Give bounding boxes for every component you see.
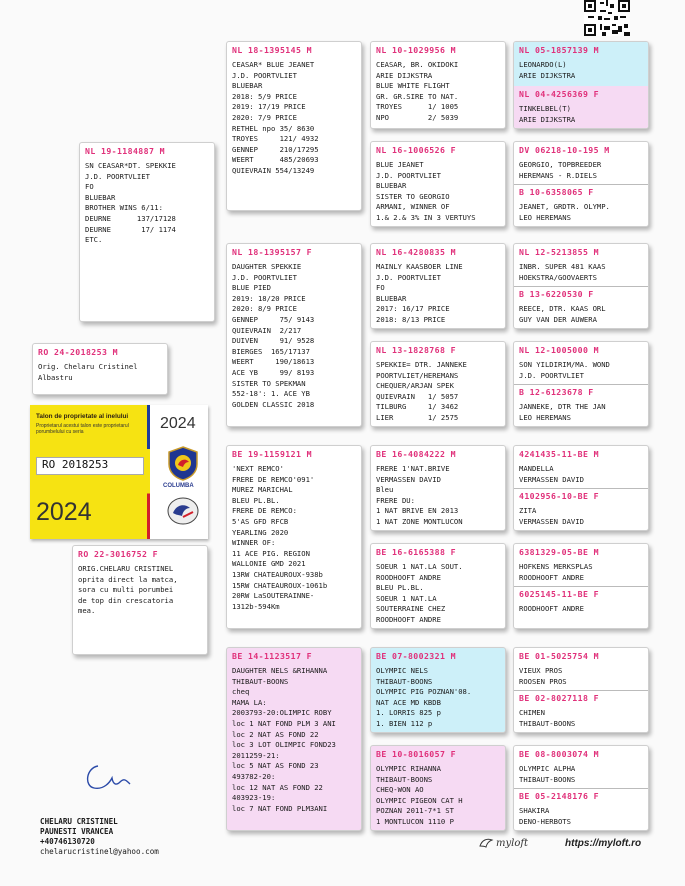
- card-line: J.D. POORTVLIET: [85, 171, 150, 181]
- card-line: LIER 1/ 2575: [376, 412, 459, 422]
- card-line: Orig. Chelaru Cristinel: [38, 362, 138, 371]
- card-line: OLYMPIC PIGEON CAT H: [376, 795, 463, 805]
- card-line: VERMASSEN DAVID: [376, 474, 441, 484]
- pedigree-card-gen4-8: [370, 745, 506, 831]
- ticket-year: 2024: [36, 498, 92, 526]
- ring-number: NL 16-4280835 M: [376, 247, 456, 257]
- gen5-female: [519, 589, 645, 615]
- pedigree-card-gen5-pair-7: [513, 647, 649, 733]
- card-line: FRERE DE REMCO:: [232, 506, 297, 516]
- card-line: INBR. SUPER 481 KAAS: [519, 262, 606, 271]
- card-line: SHAKIRA: [519, 806, 550, 815]
- card-line: 1312b-594Km: [232, 601, 280, 611]
- ring-number: DV 06218-10-195 M: [519, 145, 610, 155]
- card-line: J.D. POORTVLIET: [232, 70, 297, 80]
- card-line: GOLDEN CLASSIC 2018: [232, 399, 315, 409]
- footer-brand: myloft: [496, 838, 529, 849]
- gen5-female: [519, 791, 645, 827]
- card-line: BLUEBAR: [85, 192, 116, 202]
- gen5-female: [519, 289, 645, 325]
- card-line: DENO-HERBOTS: [519, 816, 571, 826]
- card-line: RETHEL npo 35/ 8630: [232, 123, 315, 133]
- romanian-flag-stripe: [147, 405, 150, 539]
- card-line: JANNEKE, DTR THE JAN: [519, 402, 606, 411]
- ticket-subtitle: Proprietarul acestui talon este proprietarul porumbelului cu seria: [36, 423, 129, 435]
- divider: [514, 286, 648, 287]
- card-line: VERMASSEN DAVID: [519, 474, 584, 484]
- gen5-female: [519, 187, 645, 223]
- owner-email: chelarucristinel@yahoo.com: [40, 847, 159, 856]
- card-line: cheq: [232, 687, 250, 697]
- card-line: 1 NAT ZONE MONTLUCON: [376, 516, 463, 526]
- card-line: ROODHOOFT ANDRE: [519, 572, 584, 582]
- ring-number: RO 22-3016752 F: [78, 549, 158, 559]
- card-line: J.D. POORTVLIET: [376, 272, 441, 282]
- gen5-female: [519, 387, 645, 423]
- card-line: OLYMPIC PIG POZNAN'08.: [376, 687, 472, 697]
- card-line: OLYMPIC ALPHA: [519, 764, 576, 773]
- ring-number: BE 10-8016057 F: [376, 749, 456, 759]
- card-line: mea.: [78, 606, 96, 616]
- card-line: GR. GR.SIRE TO NAT.: [376, 91, 459, 101]
- card-line: BROTHER WINS 6/11:: [85, 203, 163, 213]
- card-line: CEASAR, BR. OKIDOKI: [376, 60, 459, 69]
- card-line: BLUEBAR: [376, 181, 407, 191]
- card-line: ROODHOOFT ANDRE: [376, 572, 441, 582]
- divider: [514, 690, 648, 691]
- ring-number: RO 24-2018253 M: [38, 347, 118, 357]
- ring-number: 6025145-11-BE F: [519, 589, 599, 599]
- card-line: de top din crescatoria: [78, 595, 174, 605]
- card-line: MAINLY KAASBOER LINE: [376, 262, 463, 271]
- divider: [514, 488, 648, 489]
- pedigree-card-gen5-pair-2: [513, 141, 649, 227]
- card-line: loc 3 LOT OLIMPIC FOND23: [232, 740, 336, 750]
- ring-number: B 10-6358065 F: [519, 187, 594, 197]
- pedigree-card-sire: [32, 343, 168, 395]
- card-line: REECE, DTR. KAAS ORL: [519, 304, 606, 313]
- federation-logo-icon: [166, 495, 200, 527]
- pedigree-card-gen4-5: [370, 445, 506, 531]
- ring-number: BE 05-2148176 F: [519, 791, 599, 801]
- card-line: FO: [376, 283, 385, 293]
- card-line: ETC.: [85, 235, 103, 245]
- card-line: VIEUX PROS: [519, 666, 563, 675]
- card-line: WEERT 485/20693: [232, 155, 319, 165]
- ring-number: BE 07-8002321 M: [376, 651, 456, 661]
- ring-number: NL 18-1395157 F: [232, 247, 312, 257]
- card-line: QUIEVRAIN 1/ 5057: [376, 391, 459, 401]
- card-line: J.D. POORTVLIET: [519, 370, 584, 380]
- card-line: SN CEASAR*DT. SPEKKIE: [85, 161, 176, 170]
- gen5-female: [519, 491, 645, 527]
- card-line: CHIMEN: [519, 708, 545, 717]
- card-line: MUREZ MARICHAL: [232, 485, 293, 495]
- pedigree-card-sire-dam: [226, 243, 362, 427]
- gen5-male: [519, 145, 645, 181]
- card-line: 552-18': 1. ACE YB: [232, 389, 310, 399]
- card-line: WALLONIE GMD 2021: [232, 559, 306, 569]
- ring-number: BE 16-6165388 F: [376, 547, 456, 557]
- card-line: QUIEVRAIN 554/13249: [232, 165, 315, 175]
- card-line: 'NEXT REMCO': [232, 464, 284, 473]
- card-line: ARIE DIJKSTRA: [519, 114, 576, 124]
- qr-code: [584, 0, 630, 36]
- ring-number: BE 14-1123517 F: [232, 651, 312, 661]
- card-line: 20RW LaSOUTERAINNE-: [232, 591, 315, 601]
- card-line: 5'AS GFD RFCB: [232, 516, 289, 526]
- card-line: loc 2 NAT AS FOND 22: [232, 729, 319, 739]
- card-line: J.D. POORTVLIET: [376, 170, 441, 180]
- card-line: SPEKKIE= DTR. JANNEKE: [376, 360, 467, 369]
- card-line: LEO HEREMANS: [519, 212, 571, 222]
- ring-number: NL 16-1006526 F: [376, 145, 456, 155]
- card-line: FRERE DE REMCO'091': [232, 474, 315, 484]
- gen5-male: [519, 345, 645, 381]
- card-line: HOFKENS MERKSPLAS: [519, 562, 593, 571]
- pigeon-logo-icon: [478, 836, 494, 850]
- divider: [514, 788, 648, 789]
- pedigree-card-gen4-1: [370, 41, 506, 129]
- card-line: FRERE DU:: [376, 495, 415, 505]
- gen5-female: [514, 86, 648, 129]
- footer-url[interactable]: https://myloft.ro: [565, 838, 642, 849]
- card-line: NPO 2/ 5039: [376, 112, 459, 122]
- ring-number: BE 19-1159121 M: [232, 449, 312, 459]
- card-line: J.D. POORTVLIET: [232, 272, 297, 282]
- card-line: VERMASSEN DAVID: [519, 516, 584, 526]
- card-line: 2003793-20:OLIMPIC ROBY: [232, 708, 332, 718]
- card-line: DEURNE 17/ 1174: [85, 224, 176, 234]
- card-line: BIERGES 165/17137: [232, 346, 310, 356]
- ring-number: B 13-6220530 F: [519, 289, 594, 299]
- signature: [80, 760, 140, 794]
- pedigree-card-sire-sire: [226, 41, 362, 211]
- card-line: BLEU PL.BL.: [376, 583, 424, 593]
- card-line: LEONARDO(L): [519, 60, 567, 69]
- card-line: SISTER TO SPEKMAN: [232, 378, 306, 388]
- pedigree-card-gen5-pair-5: [513, 445, 649, 531]
- pedigree-card-gen5-pair-4: [513, 341, 649, 427]
- ticket-year-small: 2024: [160, 415, 196, 432]
- divider: [514, 384, 648, 385]
- card-line: 15RW CHATEAUROUX-1061b: [232, 580, 328, 590]
- pedigree-card-gen4-3: [370, 243, 506, 329]
- card-line: 1 NAT BRIVE EN 2013: [376, 506, 459, 516]
- gen5-male: [514, 42, 648, 86]
- ring-number: NL 12-5213855 M: [519, 247, 599, 257]
- divider: [514, 184, 648, 185]
- pedigree-card-gen4-4: [370, 341, 506, 427]
- card-line: 493782-20:: [232, 771, 276, 781]
- card-line: ROODHOOFT ANDRE: [519, 604, 584, 613]
- pedigree-card-gen4-2: [370, 141, 506, 227]
- card-line: CHEQ-WON AO: [376, 785, 424, 795]
- card-line: CEASAR* BLUE JEANET: [232, 60, 315, 69]
- card-line: loc 5 NAT AS FOND 23: [232, 761, 319, 771]
- ring-number: NL 19-1184887 M: [85, 146, 165, 156]
- card-line: LEO HEREMANS: [519, 412, 571, 422]
- card-line: SOUTERRAINE CHEZ: [376, 604, 446, 614]
- card-line: 2020: 8/9 PRICE: [232, 304, 297, 314]
- pedigree-card-subject: [72, 545, 208, 655]
- gen5-male: [519, 651, 645, 687]
- ring-number: NL 18-1395145 M: [232, 45, 312, 55]
- card-line: 403923-19:: [232, 793, 276, 803]
- card-line: 2011259-21:: [232, 750, 280, 760]
- ring-number: NL 13-1828768 F: [376, 345, 456, 355]
- pedigree-card-gen5-pair-1: [513, 41, 649, 129]
- card-line: BLUE JEANET: [376, 160, 424, 169]
- card-line: JEANET, GRDTR. OLYMP.: [519, 202, 610, 211]
- gen5-male: [519, 547, 645, 583]
- card-line: ORIG.CHELARU CRISTINEL: [78, 564, 174, 573]
- card-line: POZNAN 2011-7*1 ST: [376, 806, 454, 816]
- card-line: SOEUR 1 NAT.LA: [376, 593, 437, 603]
- card-line: THIBAUT-BOONS: [376, 676, 433, 686]
- gen5-male: [519, 247, 645, 283]
- card-line: THIBAUT-BOONS: [376, 774, 433, 784]
- card-line: WEERT 190/18613: [232, 357, 315, 367]
- pedigree-card-gen5-pair-3: [513, 243, 649, 329]
- card-line: GENNEP 210/17295: [232, 144, 319, 154]
- columba-emblem-icon: [166, 445, 200, 481]
- pedigree-card-gen4-7: [370, 647, 506, 733]
- pedigree-card-grandsire: [79, 142, 215, 322]
- ring-number: 4241435-11-BE M: [519, 449, 599, 459]
- card-line: QUIEVRAIN 2/217: [232, 325, 302, 335]
- ring-number: 4102956-10-BE F: [519, 491, 599, 501]
- card-line: DEURNE 137/17128: [85, 213, 176, 223]
- card-line: 1 MONTLUCON 1110 P: [376, 816, 454, 826]
- card-line: TINKELBEL(T): [519, 104, 571, 113]
- card-line: THIBAUT-BOONS: [519, 774, 576, 784]
- card-line: 11 ACE PIG. REGION: [232, 548, 310, 558]
- card-line: oprita direct la matca,: [78, 574, 178, 584]
- card-line: SOEUR 1 NAT.LA SOUT.: [376, 562, 463, 571]
- card-line: 2018: 5/9 PRICE: [232, 91, 297, 101]
- card-line: FRERE 1'NAT.BRIVE: [376, 464, 450, 473]
- ring-number: BE 08-8003074 M: [519, 749, 599, 759]
- card-line: MANDELLA: [519, 464, 554, 473]
- pedigree-card-dam-dam: [226, 647, 362, 831]
- card-line: TROYES 1/ 1005: [376, 102, 459, 112]
- card-line: TROYES 121/ 4932: [232, 134, 319, 144]
- ring-number: B 12-6123678 F: [519, 387, 594, 397]
- gen5-male: [519, 749, 645, 785]
- owner-city: PAUNESTI VRANCEA: [40, 827, 114, 836]
- card-line: BLUEBAR: [376, 293, 407, 303]
- card-line: ARIE DIJKSTRA: [519, 70, 576, 80]
- card-line: WINNER OF:: [232, 538, 276, 548]
- card-line: 2019: 18/20 PRICE: [232, 293, 306, 303]
- ticket-brand: COLUMBA: [163, 483, 194, 489]
- card-line: loc 7 NAT FOND PLM3ANI: [232, 803, 328, 813]
- pedigree-card-gen5-pair-8: [513, 745, 649, 831]
- ticket-ring-number: RO 2018253: [42, 458, 109, 471]
- ring-number: BE 16-4084222 M: [376, 449, 456, 459]
- pedigree-card-dam-sire: [226, 445, 362, 629]
- card-line: OLYMPIC NELS: [376, 666, 428, 675]
- card-line: 1. BIEN 112 p: [376, 718, 433, 728]
- card-line: THIBAUT-BOONS: [519, 718, 576, 728]
- ring-number: NL 05-1857139 M: [519, 45, 599, 55]
- card-line: DAUGHTER NELS &RIHANNA: [232, 666, 328, 675]
- card-line: 1.& 2.& 3% IN 3 VERTUYS: [376, 212, 476, 222]
- card-line: loc 1 NAT FOND PLM 3 ANI: [232, 718, 336, 728]
- card-line: SISTER TO GEORGIO: [376, 191, 450, 201]
- card-line: HEREMANS - R.DIELS: [519, 170, 597, 180]
- card-line: CHEQUER/ARJAN SPEK: [376, 381, 454, 391]
- card-line: 13RW CHATEAUROUX-938b: [232, 569, 323, 579]
- ring-number: NL 10-1029956 M: [376, 45, 456, 55]
- divider: [514, 586, 648, 587]
- card-line: BLEU PL.BL.: [232, 495, 280, 505]
- card-line: BLUE PIED: [232, 283, 271, 293]
- card-line: 2018: 8/13 PRICE: [376, 314, 446, 324]
- card-line: SON YILDIRIM/MA. WOND: [519, 360, 610, 369]
- card-line: GUY VAN DER AUWERA: [519, 314, 597, 324]
- card-line: FO: [85, 182, 94, 192]
- card-line: 1. LORRIS 825 p: [376, 708, 441, 718]
- card-line: 2017: 16/17 PRICE: [376, 304, 450, 314]
- card-line: NAT ACE MD KBDB: [376, 697, 441, 707]
- card-line: TILBURG 1/ 3462: [376, 402, 459, 412]
- card-line: POORTVLIET/HEREMANS: [376, 370, 459, 380]
- card-line: ROOSEN PROS: [519, 676, 567, 686]
- card-line: BLUE WHITE FLIGHT: [376, 81, 450, 91]
- card-line: GENNEP 75/ 9143: [232, 314, 315, 324]
- ticket-heading: Talon de proprietate al inelului: [36, 413, 129, 420]
- card-line: ROODHOOFT ANDRE: [376, 614, 441, 624]
- ring-number: BE 01-5025754 M: [519, 651, 599, 661]
- card-line: ACE YB 99/ 8193: [232, 367, 315, 377]
- card-line: 2019: 17/19 PRICE: [232, 102, 306, 112]
- owner-phone: +40746130720: [40, 837, 95, 846]
- card-line: YEARLING 2020: [232, 527, 289, 537]
- ownership-ticket: [30, 405, 208, 539]
- card-line: MAMA LA:: [232, 697, 267, 707]
- gen5-female: [519, 693, 645, 729]
- pedigree-card-gen4-6: [370, 543, 506, 629]
- ring-number: NL 12-1005000 M: [519, 345, 599, 355]
- card-line: BLUEBAR: [232, 81, 263, 91]
- card-line: HOEKSTRA/GOOVAERTS: [519, 272, 597, 282]
- card-line: ARMANI, WINNER OF: [376, 202, 450, 212]
- card-line: OLYMPIC RIHANNA: [376, 764, 441, 773]
- owner-name: CHELARU CRISTINEL: [40, 817, 118, 826]
- card-line: GEORGIO, TOPBREEDER: [519, 160, 602, 169]
- card-line: ZITA: [519, 506, 537, 515]
- pedigree-card-gen5-pair-6: [513, 543, 649, 629]
- ring-number: 6381329-05-BE M: [519, 547, 599, 557]
- card-line: 2020: 7/9 PRICE: [232, 112, 297, 122]
- card-line: THIBAUT-BOONS: [232, 676, 289, 686]
- card-line: DAUGHTER SPEKKIE: [232, 262, 302, 271]
- card-line: loc 12 NAT AS FOND 22: [232, 782, 323, 792]
- ring-number: NL 04-4256369 F: [519, 89, 599, 99]
- card-line: Bleu: [376, 485, 394, 495]
- card-line: sora cu multi porumbei: [78, 585, 174, 595]
- card-line: DUIVEN 91/ 9528: [232, 336, 315, 346]
- card-line: Albastru: [38, 372, 73, 382]
- ring-number: BE 02-8027118 F: [519, 693, 599, 703]
- gen5-male: [519, 449, 645, 485]
- card-line: ARIE DIJKSTRA: [376, 70, 433, 80]
